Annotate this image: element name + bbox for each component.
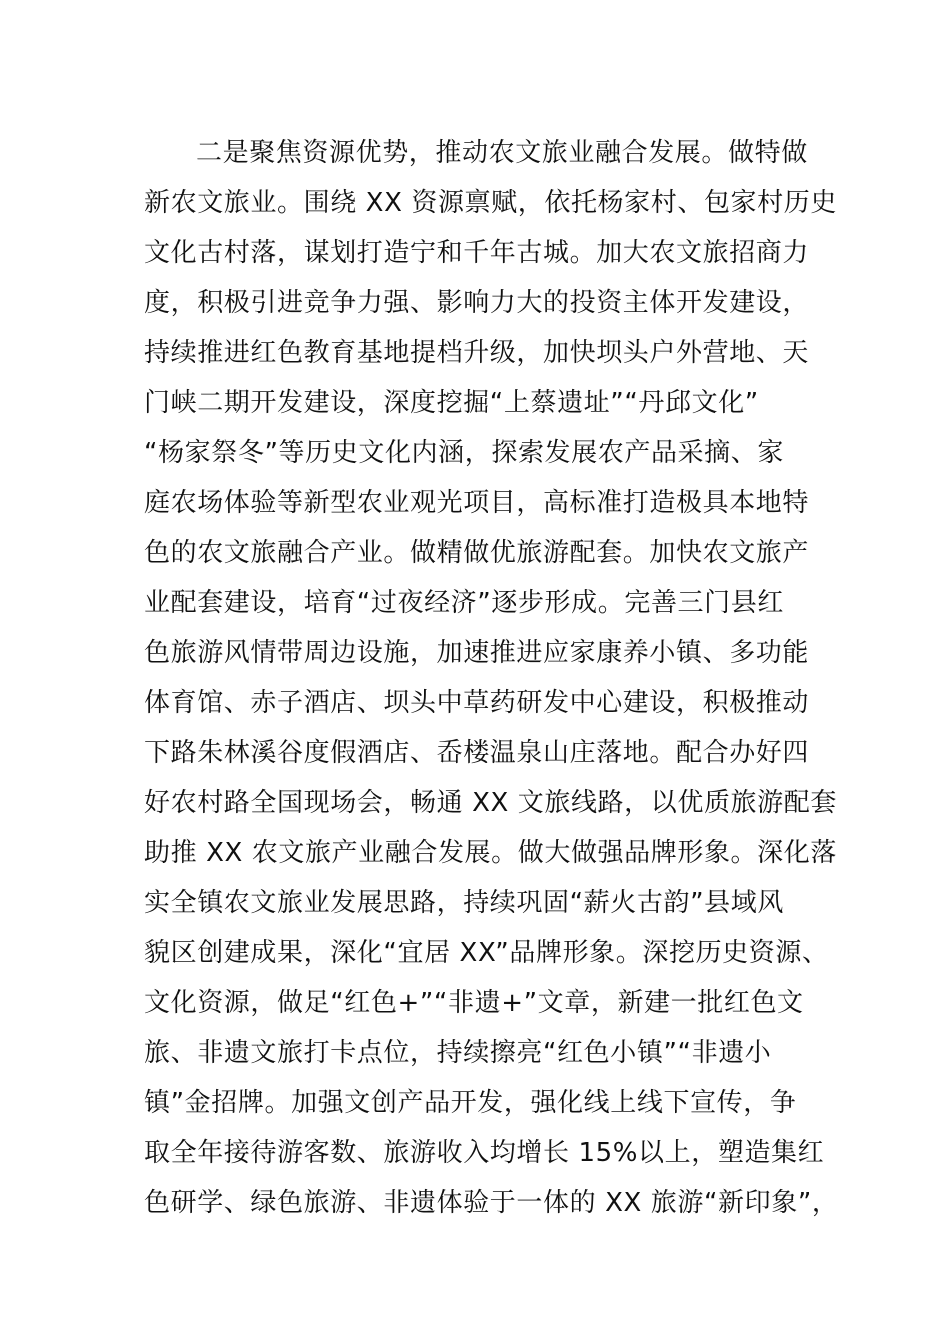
body-paragraph xyxy=(144,128,839,1228)
paragraph-line-5: 持续推进红色教育基地提档升级，加快坝头户外营地、天 xyxy=(144,338,810,368)
paragraph-line-1: 二是聚焦资源优势，推动农文旅业融合发展。做特做 xyxy=(196,138,808,168)
paragraph-line-21: 取全年接待游客数、旅游收入均增长 15%以上，塑造集红 xyxy=(144,1138,825,1168)
paragraph-line-8: 庭农场体验等新型农业观光项目，高标准打造极具本地特 xyxy=(144,488,810,518)
paragraph-line-2: 新农文旅业。围绕 XX 资源禀赋，依托杨家村、包家村历史 xyxy=(144,188,837,218)
paragraph-line-15: 助推 XX 农文旅产业融合发展。做大做强品牌形象。深化落 xyxy=(144,838,837,868)
paragraph-line-11: 色旅游风情带周边设施，加速推进应家康养小镇、多功能 xyxy=(144,638,810,668)
paragraph-line-18: 文化资源，做足“红色+”“非遗+”文章，新建一批红色文 xyxy=(144,988,804,1018)
paragraph-line-6: 门峡二期开发建设，深度挖掘“上蔡遗址”“丹邱文化” xyxy=(144,388,759,418)
paragraph-line-9: 色的农文旅融合产业。做精做优旅游配套。加快农文旅产 xyxy=(144,538,810,568)
paragraph-line-17: 貌区创建成果，深化“宜居 XX”品牌形象。深挖历史资源、 xyxy=(144,938,829,968)
paragraph-line-14: 好农村路全国现场会，畅通 XX 文旅线路，以优质旅游配套 xyxy=(144,788,837,818)
paragraph-line-7: “杨家祭冬”等历史文化内涵，探索发展农产品采摘、家 xyxy=(144,438,784,468)
paragraph-line-10: 业配套建设，培育“过夜经济”逐步形成。完善三门县红 xyxy=(144,588,784,618)
paragraph-line-20: 镇”金招牌。加强文创产品开发，强化线上线下宣传，争 xyxy=(144,1088,797,1118)
paragraph-line-16: 实全镇农文旅业发展思路，持续巩固“薪火古韵”县域风 xyxy=(144,888,784,918)
paragraph-line-4: 度，积极引进竞争力强、影响力大的投资主体开发建设， xyxy=(144,288,810,318)
paragraph-line-3: 文化古村落，谋划打造宁和千年古城。加大农文旅招商力 xyxy=(144,238,810,268)
paragraph-line-22: 色研学、绿色旅游、非遗体验于一体的 XX 旅游“新印象”， xyxy=(144,1188,839,1218)
paragraph-line-13: 下路朱林溪谷度假酒店、岙楼温泉山庄落地。配合办好四 xyxy=(144,738,810,768)
paragraph-line-19: 旅、非遗文旅打卡点位，持续擦亮“红色小镇”“非遗小 xyxy=(144,1038,772,1068)
paragraph-line-12: 体育馆、赤子酒店、坝头中草药研发中心建设，积极推动 xyxy=(144,688,810,718)
